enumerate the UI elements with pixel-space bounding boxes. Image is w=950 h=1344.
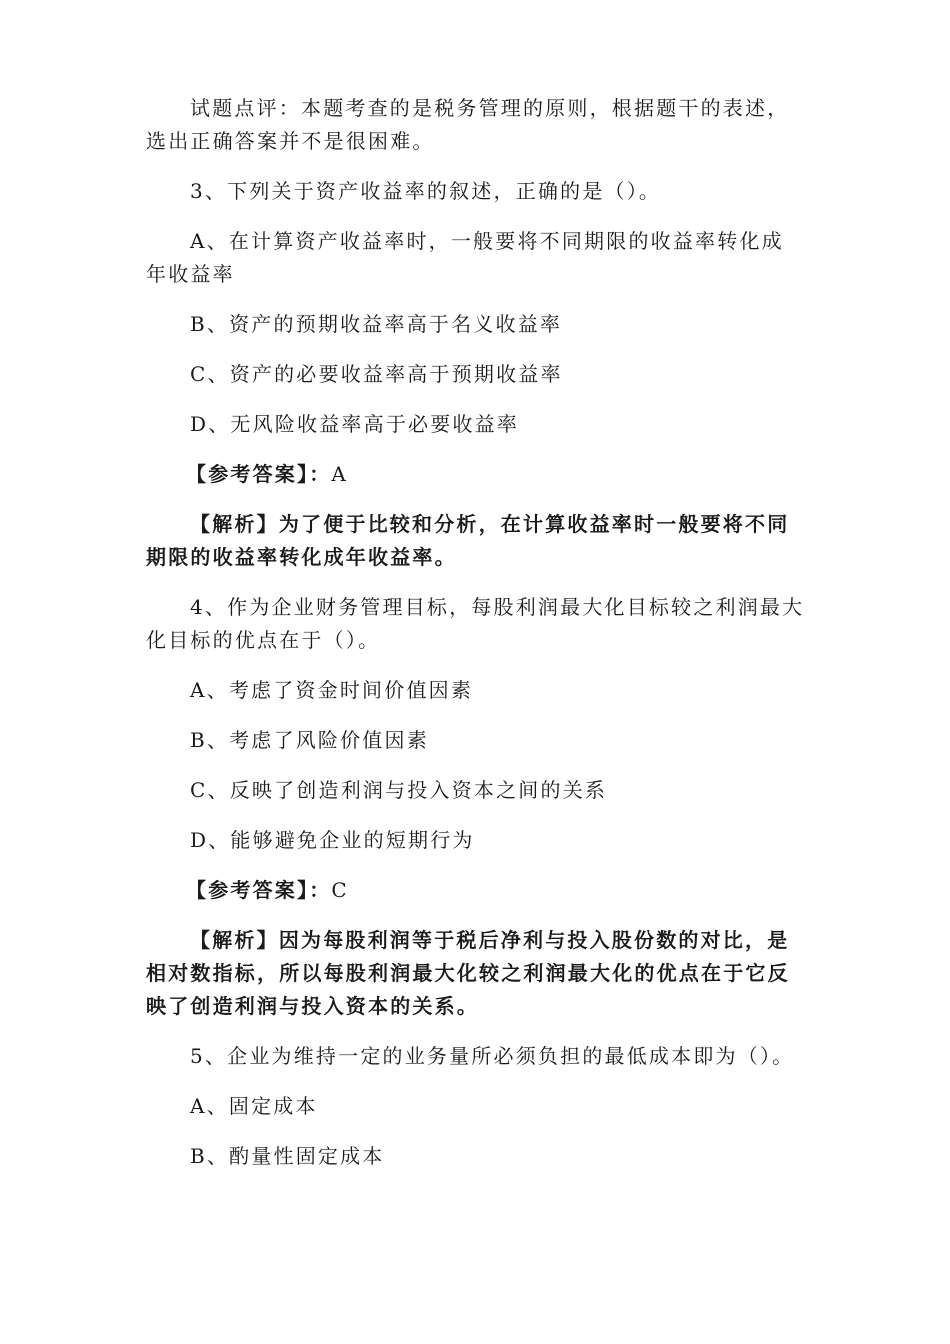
question-3-option-a: A、在计算资产收益率时，一般要将不同期限的收益率转化成年收益率 (146, 229, 784, 286)
answer-label: 【参考答案】 (186, 878, 310, 902)
question-3-explanation (146, 508, 806, 574)
question-4-option-d: D、能够避免企业的短期行为 (190, 828, 475, 852)
question-4-stem: 4、作为企业财务管理目标，每股利润最大化目标较之利润最大化目标的优点在于（）。 (146, 595, 805, 652)
explanation-text: 为了便于比较和分析，在计算收益率时一般要将不同期限的收益率转化成年收益率。 (146, 512, 790, 569)
question-3-option-d: D、无风险收益率高于必要收益率 (190, 412, 520, 436)
question-5-option-a: A、固定成本 (190, 1094, 318, 1118)
explanation-label: 【解析】 (190, 928, 279, 952)
question-4-option-a: A、考虑了资金时间价值因素 (190, 678, 474, 702)
question-4-option-b: B、考虑了风险价值因素 (190, 728, 429, 752)
question-5-option-b: B、酌量性固定成本 (190, 1144, 385, 1168)
question-5-stem: 5、企业为维持一定的业务量所必须负担的最低成本即为（）。 (190, 1044, 795, 1068)
question-4-option-c: C、反映了创造利润与投入资本之间的关系 (190, 778, 608, 802)
comment-paragraph: 试题点评：本题考查的是税务管理的原则，根据题干的表述，选出正确答案并不是很困难。 (146, 96, 790, 153)
answer-label: 【参考答案】 (186, 462, 310, 486)
question-3-answer (186, 458, 846, 491)
answer-separator: ： (309, 878, 332, 902)
answer-value: C (331, 878, 349, 902)
question-3-stem: 3、下列关于资产收益率的叙述，正确的是（）。 (190, 179, 662, 203)
explanation-text: 因为每股利润等于税后净利与投入股份数的对比，是相对数指标，所以每股利润最大化较之利润最大化的优点在于它反映了创造利润与投入资本的关系。 (146, 928, 790, 1018)
question-3-option-b: B、资产的预期收益率高于名义收益率 (190, 312, 563, 336)
question-3-option-c: C、资产的必要收益率高于预期收益率 (190, 362, 563, 386)
answer-value: A (331, 462, 349, 486)
answer-separator: ： (309, 462, 332, 486)
question-4-answer (186, 874, 846, 907)
explanation-label: 【解析】 (190, 512, 279, 536)
question-4-explanation (146, 924, 806, 1023)
